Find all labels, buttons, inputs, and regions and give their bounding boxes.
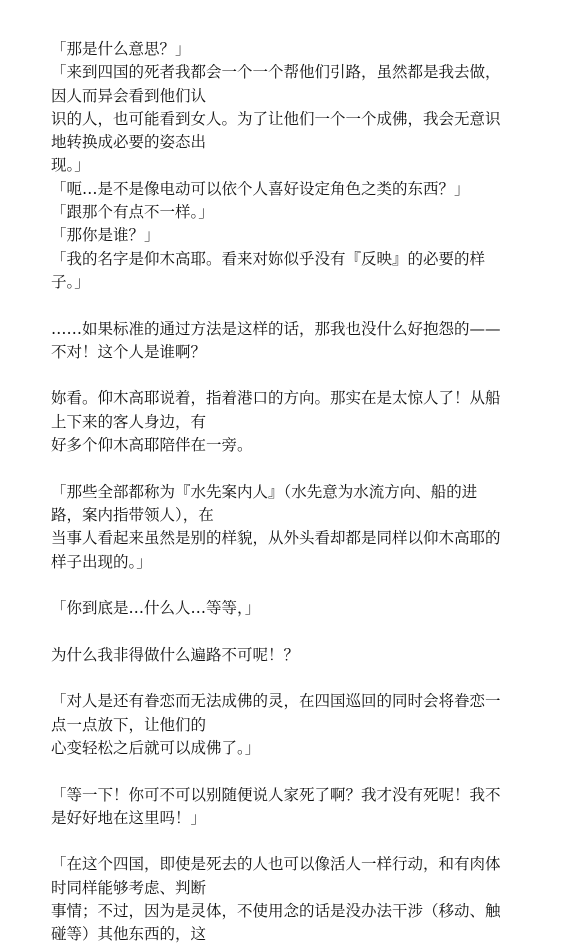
paragraph	[51, 318, 533, 365]
paragraph	[51, 248, 533, 295]
text-line: 「那你是谁？」	[51, 226, 160, 245]
text-line: 是好好地在这里吗！」	[51, 808, 207, 827]
paragraph-gap	[51, 364, 533, 387]
paragraph	[51, 201, 533, 224]
text-line: 「那些全部都称为『水先案内人』（水先意为水流方向、船的进	[51, 482, 478, 501]
text-line: 上下来的客人身边，有	[51, 412, 207, 431]
paragraph	[51, 853, 533, 946]
paragraph	[51, 38, 533, 61]
text-line: 为什么我非得做什么遍路不可呢！？	[51, 645, 300, 664]
text-line: 「呃…是不是像电动可以依个人喜好设定角色之类的东西？」	[51, 179, 470, 198]
paragraph	[51, 644, 533, 667]
text-line: 因人而异会看到他们认	[51, 86, 207, 105]
paragraph	[51, 224, 533, 247]
text-line: 妳看。仰木高耶说着，指着港口的方向。那实在是太惊人了！从船	[51, 389, 501, 408]
text-line: 点一点放下，让他们的	[51, 715, 207, 734]
text-line: 「那是什么意思？」	[51, 40, 191, 58]
text-line: 「我的名字是仰木高耶。看来对妳似乎没有『反映』的必要的样	[51, 249, 486, 268]
paragraph-gap	[51, 620, 533, 643]
paragraph-gap	[51, 830, 533, 853]
text-line: ……如果标准的通过方法是这样的话，那我也没什么好抱怨的——	[51, 319, 501, 338]
text-line: 现。」	[51, 156, 90, 175]
text-line: 当事人看起来虽然是别的样貌，从外头看却都是同样以仰木高耶的	[51, 529, 501, 548]
text-line: 「来到四国的死者我都会一个一个帮他们引路，虽然都是我去做，	[51, 63, 501, 82]
paragraph	[51, 597, 533, 620]
text-line: 心变轻松之后就可以成佛了。」	[51, 738, 261, 757]
text-line: 路，案内指带领人），在	[51, 505, 214, 524]
paragraph	[51, 61, 533, 177]
paragraph-gap	[51, 457, 533, 480]
text-line: 碰等）其他东西的，这	[51, 925, 207, 944]
text-line: 地转换成必要的姿态出	[51, 133, 207, 152]
paragraph	[51, 387, 533, 457]
paragraph	[51, 690, 533, 760]
paragraph	[51, 178, 533, 201]
paragraph-gap	[51, 760, 533, 783]
paragraph	[51, 481, 533, 574]
paragraph	[51, 784, 533, 831]
text-line: 子。」	[51, 272, 90, 291]
text-line: 时同样能够考虑、判断	[51, 878, 207, 897]
text-line: 好多个仰木高耶陪伴在一旁。	[51, 436, 253, 455]
paragraph-gap	[51, 667, 533, 690]
text-line: 「等一下！你可不可以别随便说人家死了啊？我才没有死呢！我不	[51, 785, 501, 804]
text-line: 样子出现的。」	[51, 552, 152, 571]
text-line: 识的人，也可能看到女人。为了让他们一个一个成佛，我会无意识	[51, 109, 501, 128]
text-line: 「在这个四国，即使是死去的人也可以像活人一样行动，和有肉体	[51, 855, 501, 874]
paragraph-gap	[51, 294, 533, 317]
text-line: 不对！这个人是谁啊？	[51, 342, 207, 361]
text-line: 事情；不过，因为是灵体，不使用念的话是没办法干涉（移动、触	[51, 901, 501, 920]
text-line: 「你到底是…什么人…等等，」	[51, 599, 261, 618]
text-line: 「对人是还有眷恋而无法成佛的灵，在四国巡回的同时会将眷恋一	[51, 692, 501, 711]
text-line: 「跟那个有点不一样。」	[51, 203, 214, 222]
paragraph-gap	[51, 574, 533, 597]
